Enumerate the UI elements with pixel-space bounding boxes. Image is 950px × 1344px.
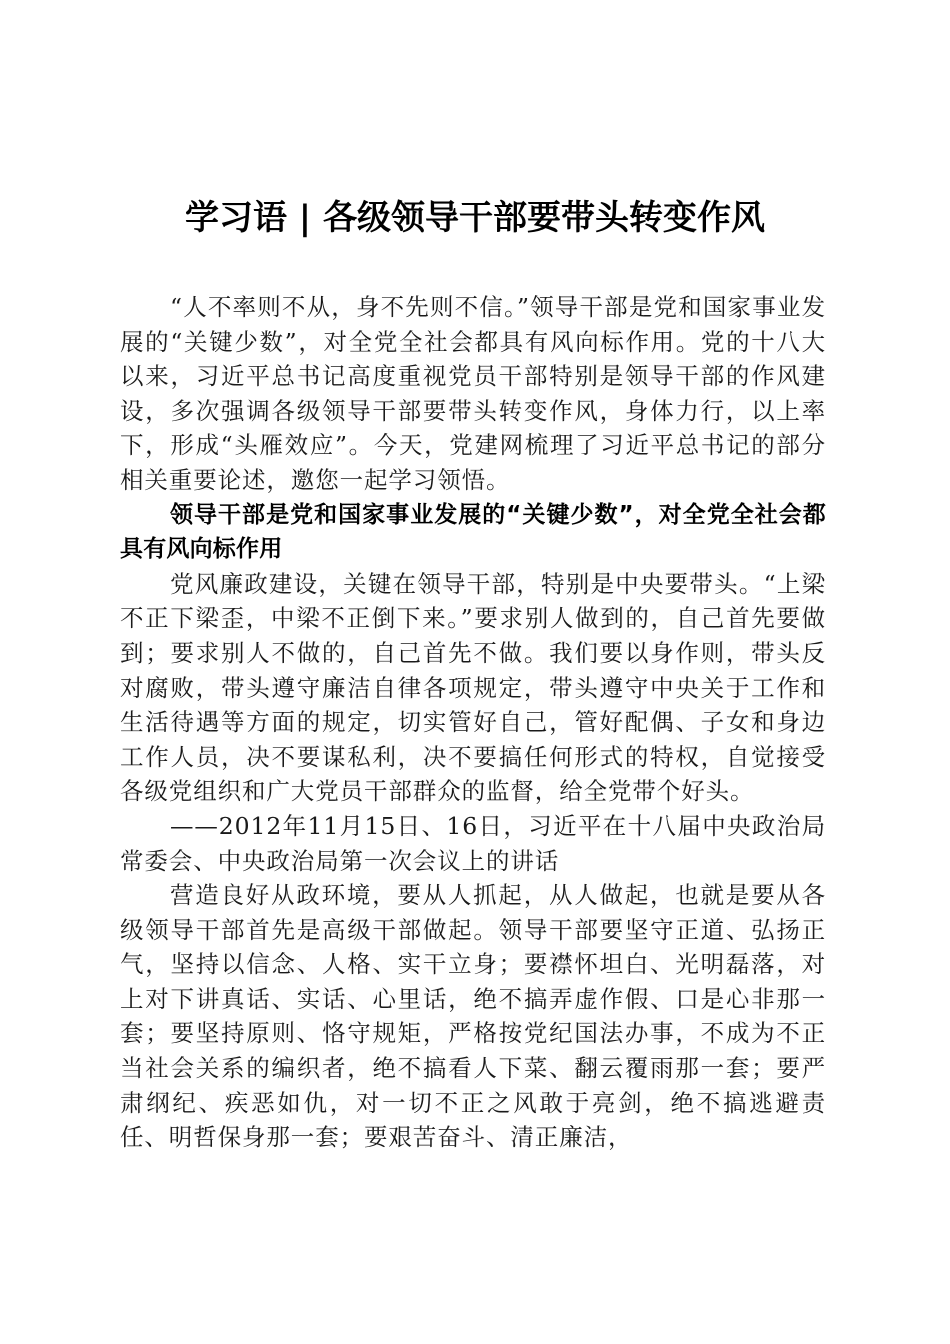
intro-paragraph: “人不率则不从，身不先则不信。”领导干部是党和国家事业发展的“关键少数”，对全党全社会都具有风向标作用。党的十八大以来，习近平总书记高度重视党员干部特别是领导干部的作风建设，多次强调各级领导干部要带头转变作风，身体力行，以上率下，形成“头雁效应”。今天，党建网梳理了习近平总书记的部分相关重要论述，邀您一起学习领悟。 — [120, 293, 826, 494]
document-body — [120, 290, 826, 1155]
quote-paragraph-2: 营造良好从政环境，要从人抓起，从人做起，也就是要从各级领导干部首先是高级干部做起。领导干部要坚守正道、弘扬正气，坚持以信念、人格、实干立身；要襟怀坦白、光明磊落，对上对下讲真话、实话、心里话，绝不搞弄虚作假、口是心非那一套；要坚持原则、恪守规矩，严格按党纪国法办事，不成为不正当社会关系的编织者，绝不搞看人下菜、翻云覆雨那一套；要严肃纲纪、疾恶如仇，对一切不正之风敢于亮剑，绝不搞逃避责任、明哲保身那一套；要艰苦奋斗、清正廉洁， — [120, 881, 826, 1152]
quote-source-1: ——2012年11月15日、16日，习近平在十八届中央政治局常委会、中央政治局第一次会议上的讲话 — [120, 811, 826, 875]
section-heading: 领导干部是党和国家事业发展的“关键少数”，对全党全社会都具有风向标作用 — [120, 501, 826, 563]
document-title: 学习语 | 各级领导干部要带头转变作风 — [184, 198, 766, 238]
quote-paragraph-1: 党风廉政建设，关键在领导干部，特别是中央要带头。“上梁不正下梁歪，中梁不正倒下来。”要求别人做到的，自己首先要做到；要求别人不做的，自己首先不做。我们要以身作则，带头反对腐败，带头遵守廉洁自律各项规定，带头遵守中央关于工作和生活待遇等方面的规定，切实管好自己，管好配偶、子女和身边工作人员，决不要谋私利，决不要搞任何形式的特权，自觉接受各级党组织和广大党员干部群众的监督，给全党带个好头。 — [120, 569, 826, 806]
